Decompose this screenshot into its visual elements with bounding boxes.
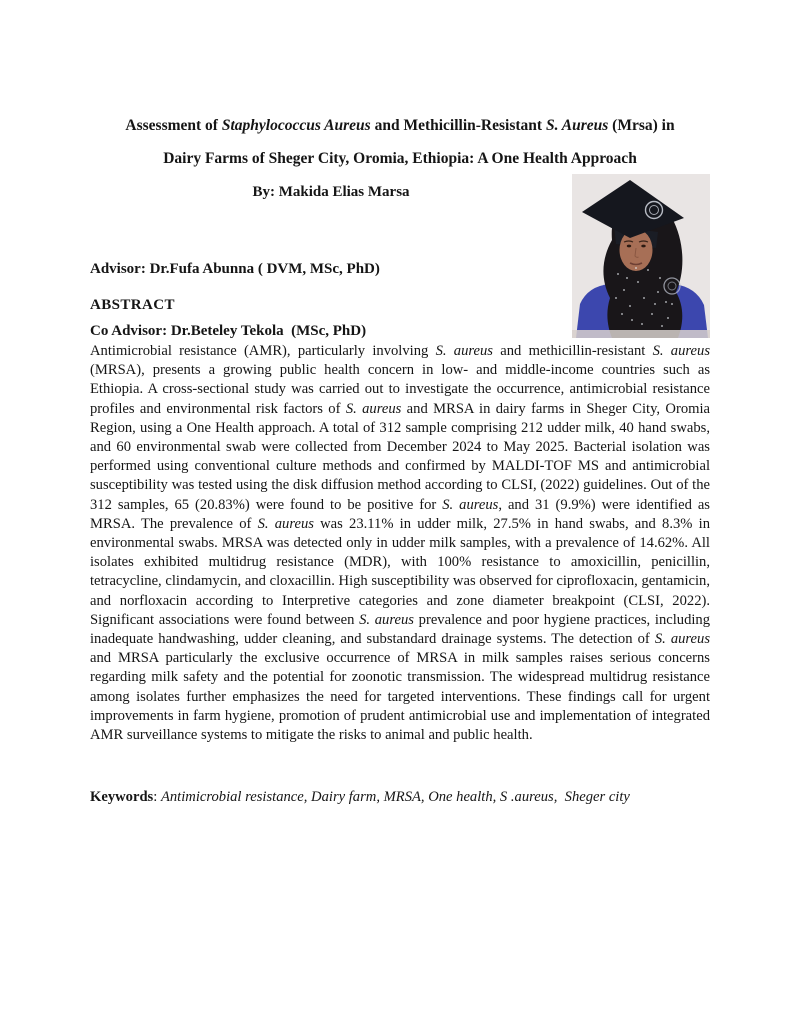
author-byline: By: Makida Elias Marsa (252, 184, 410, 200)
advisor-line: Advisor: Dr.Fufa Abunna ( DVM, MSc, PhD) (90, 261, 380, 277)
co-advisor-line: Co Advisor: Dr.Beteley Tekola (MSc, PhD) (90, 322, 367, 339)
graduate-portrait-photo (572, 174, 710, 338)
thesis-title (90, 109, 710, 175)
table-edge (572, 330, 710, 338)
abstract-heading: ABSTRACT (90, 297, 175, 313)
abstract-paragraph: Antimicrobial resistance (AMR), particularly involving S. aureus and methicillin-resistant S. aureus (MRSA), presents a growing public health concern in low- and middle-income countries such as Ethiopia. A cross-sectional study was carried out to investigate the occurrence, antimicrobial resistance profiles and environmental risk factors of S. aureus and MRSA in dairy farms in Sheger City, Oromia Region, using a One Health approach. A total of 312 sample comprising 212 udder milk, 40 hand swabs, and 60 environmental swab were collected from December 2024 to May 2025. Bacterial isolation was performed using conventional culture methods and confirmed by MALDI-TOF MS and antimicrobial susceptibility was tested using the disk diffusion method according to CLSI, (2022) guidelines. Out of the 312 samples, 65 (20.83%) were found to be positive for S. aureus, and 31 (9.9%) were identified as MRSA. The prevalence of S. aureus was 23.11% in udder milk, 27.5% in hand swabs, and 8.3% in environmental swabs. MRSA was detected only in udder milk samples, with a prevalence of 14.62%. All isolates exhibited multidrug resistance (MDR), with 100% resistance to amoxicillin, penicillin, tetracycline, clindamycin, and cloxacillin. High susceptibility was observed for ciprofloxacin, gentamicin, and norfloxacin according to Interpretive categories and zone diameter breakpoint (CLSI, 2022). Significant associations were found between S. aureus prevalence and poor hygiene practices, including inadequate handwashing, udder cleaning, and substandard drainage systems. The detection of S. aureus and MRSA particularly the exclusive occurrence of MRSA in milk samples raises serious concerns regarding milk safety and the potential for zoonotic transmission. The widespread multidrug resistance among isolates further emphasizes the need for targeted interventions. These findings call for urgent improvements in farm hygiene, promotion of prudent antimicrobial use and implementation of integrated AMR surveillance systems to mitigate the risks to animal and public health. (90, 343, 711, 744)
keywords-line: Keywords: Antimicrobial resistance, Dairy farm, MRSA, One health, S .aureus, Sheger city (90, 789, 630, 805)
thesis-title-line-2: Dairy Farms of Sheger City, Oromia, Ethiopia: A One Health Approach (163, 150, 637, 167)
portrait-illustration (572, 174, 710, 338)
right-eye (641, 245, 645, 248)
left-eye (627, 245, 631, 248)
thesis-title-line-1: Assessment of Staphylococcus Aureus and Methicillin-Resistant S. Aureus (Mrsa) in (125, 117, 675, 134)
